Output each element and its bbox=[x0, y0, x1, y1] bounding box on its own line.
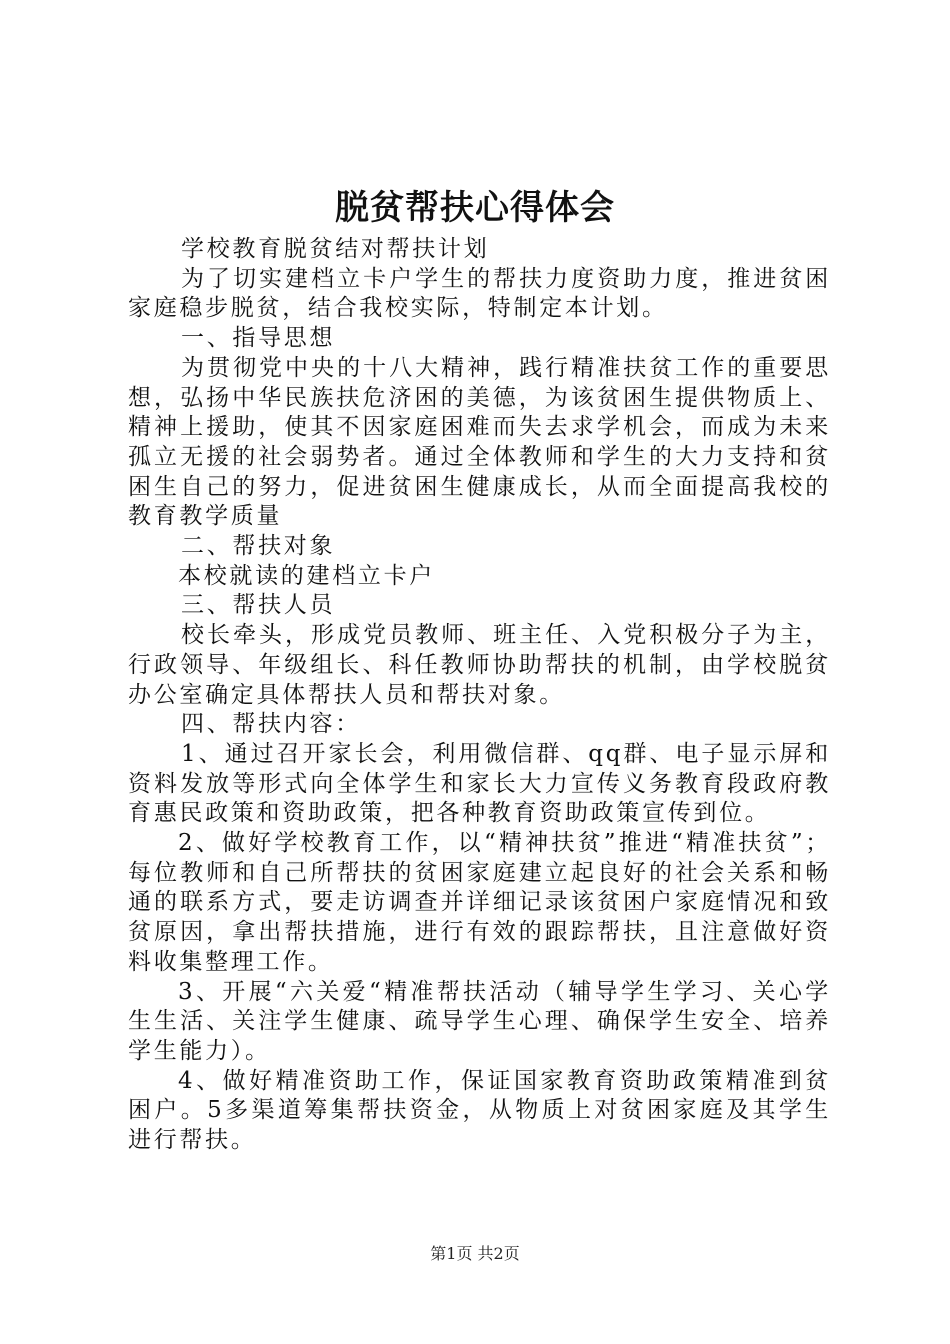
paragraph-content-item-1: 1、通过召开家长会，利用微信群、qq群、电子显示屏和资料发放等形式向全体学生和家长大力宣传义务教育段政府教育惠民政策和资助政策，把各种教育资助政策宣传到位。 bbox=[128, 740, 831, 827]
paragraph-assistance-targets: 本校就读的建档立卡户 bbox=[178, 562, 435, 589]
paragraph-content-item-2: 2、做好学校教育工作，以“精神扶贫”推进“精准扶贫”；每位教师和自己所帮扶的贫困家庭建立起良好的社会关系和畅通的联系方式，要走访调查并详细记录该贫困户家庭情况和致贫原因，拿出帮扶措施，进行有效的跟踪帮扶，且注意做好资料收集整理工作。 bbox=[128, 830, 831, 975]
document-body bbox=[128, 235, 831, 1156]
document-title: 脱贫帮扶心得体会 bbox=[335, 188, 615, 228]
section-heading-assistance-targets: 二、帮扶对象 bbox=[181, 533, 336, 560]
section-heading-assistance-personnel: 三、帮扶人员 bbox=[181, 592, 336, 619]
section-heading-guiding-ideology: 一、指导思想 bbox=[181, 325, 336, 352]
paragraph-content-item-3: 3、开展“六关爱“精准帮扶活动（辅导学生学习、关心学生生活、关注学生健康、疏导学生心理、确保学生安全、培养学生能力）。 bbox=[128, 978, 831, 1064]
paragraph-plan-heading: 学校教育脱贫结对帮扶计划 bbox=[181, 236, 490, 262]
section-heading-assistance-content: 四、帮扶内容： bbox=[181, 711, 361, 738]
paragraph-guiding-ideology: 为贯彻党中央的十八大精神，践行精准扶贫工作的重要思想，弘扬中华民族扶危济困的美德，为该贫困生提供物质上、精神上援助，使其不因家庭困难而失去求学机会，而成为未来孤立无援的社会弱势者。通过全体教师和学生的大力支持和贫困生自己的努力，促进贫困生健康成长，从而全面提高我校的教育教学质量 bbox=[128, 354, 831, 530]
paragraph-intro: 为了切实建档立卡户学生的帮扶力度资助力度，推进贫困家庭稳步脱贫，结合我校实际，特制定本计划。 bbox=[128, 265, 831, 322]
paragraph-assistance-personnel: 校长牵头，形成党员教师、班主任、入党积极分子为主，行政领导、年级组长、科任教师协助帮扶的机制，由学校脱贫办公室确定具体帮扶人员和帮扶对象。 bbox=[128, 622, 831, 708]
paragraph-content-item-4: 4、做好精准资助工作，保证国家教育资助政策精准到贫困户。5多渠道筹集帮扶资金，从物质上对贫困家庭及其学生进行帮扶。 bbox=[128, 1067, 831, 1154]
page-number-footer: 第1页 共2页 bbox=[430, 1244, 520, 1263]
